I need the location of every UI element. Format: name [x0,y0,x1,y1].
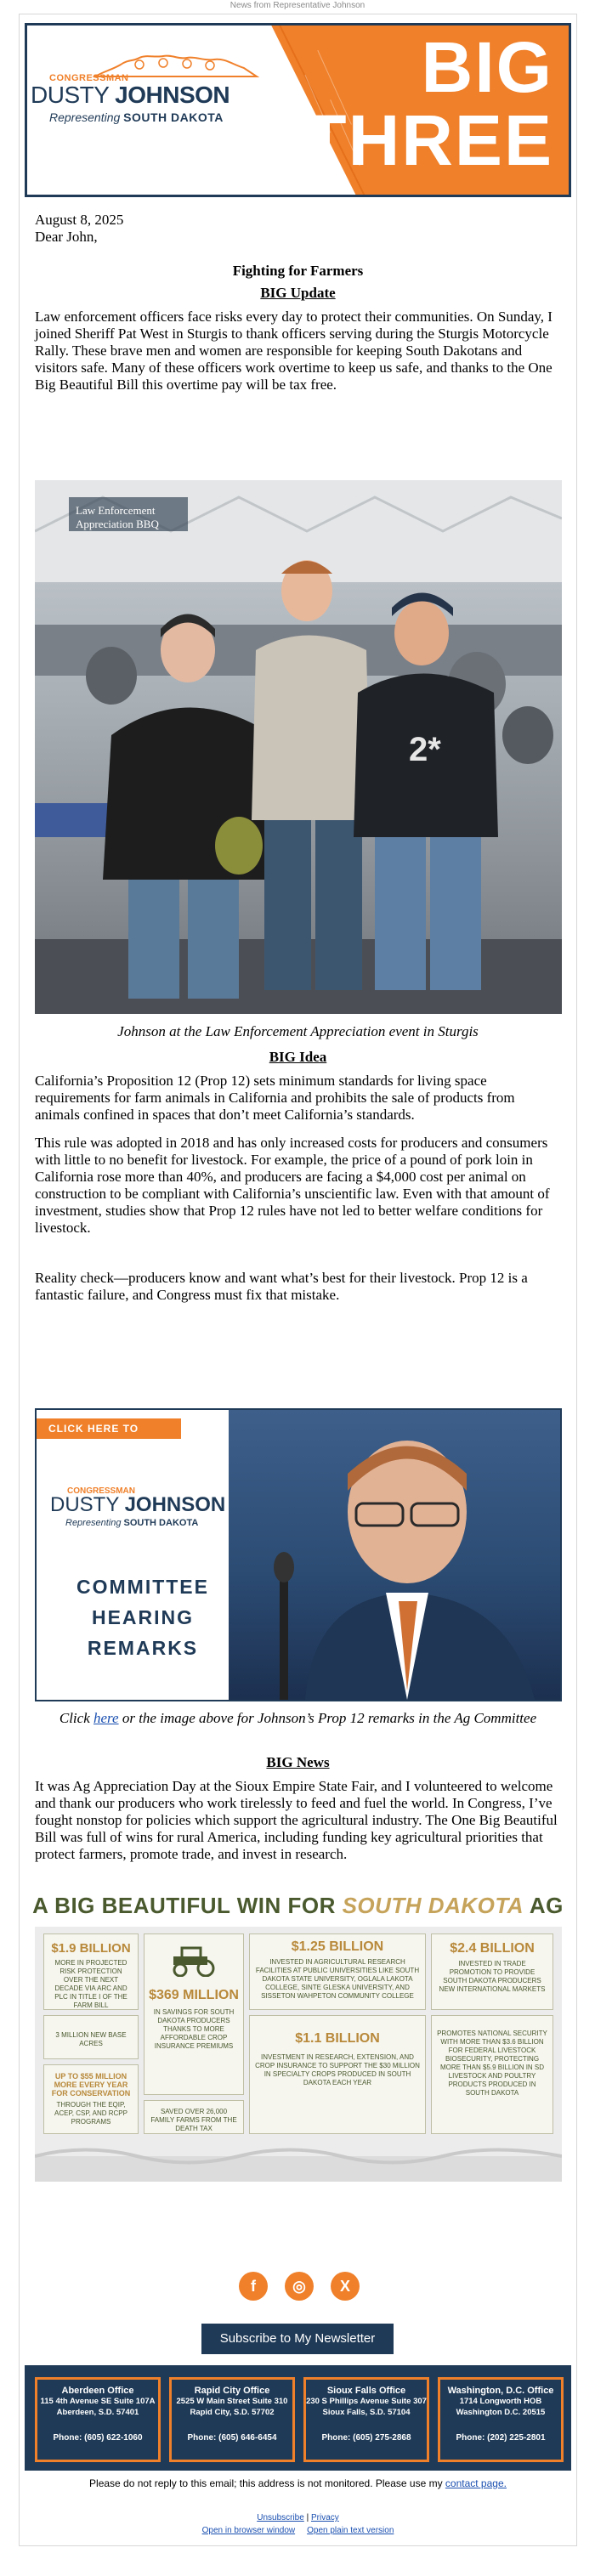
office-phone: Phone: (202) 225-2801 [456,2433,546,2443]
tile-text: 3 MILLION NEW BASE ACRES [55,2031,127,2047]
ag-infographic [35,1927,562,2182]
office-address-2: Aberdeen, S.D. 57401 [56,2408,139,2417]
tile-amount: $1.1 BILLION [295,2031,380,2046]
hearing-line-3: REMARKS [87,1637,199,1659]
tile-specialty-crops [249,2015,426,2134]
tile-base-acres [43,2015,139,2059]
video-brand-representing [65,1518,198,1528]
prop12-video-thumbnail[interactable] [35,1408,562,1701]
office-phone: Phone: (605) 275-2868 [321,2433,411,2443]
tile-text: MORE IN PROJECTED RISK PROTECTION OVER THE NEXT DECADE VIA ARC AND PLC IN TITLE I OF THE FARM BILL [54,1959,128,2009]
tile-livestock-biosecurity [431,2015,553,2134]
committee-hearing-remarks [62,1571,224,1663]
video-rep-state: SOUTH DAKOTA [123,1518,199,1528]
tile-crop-insurance [144,1933,244,2095]
video-brand-last: JOHNSON [124,1493,226,1516]
video-brand-name [50,1493,225,1517]
office-name: Aberdeen Office [61,2386,134,2396]
tile-trade-promotion [431,1933,553,2010]
svg-text:2*: 2* [409,731,441,768]
footer-unsubscribe-row [20,2513,576,2522]
brand-name [31,82,230,109]
big-news-body: It was Ag Appreciation Day at the Sioux Empire State Fair, and I volunteered to welcome and thank our producers who work tirelessly to feed and fuel the world. In Congress, I’ve fought nonstop for policies which support the agricultural industry. The One Big Beautiful Bill was full of wins for rural America, including funding key agricultural priorities that protect farmers, promote trade, and invest in research. [35,1778,558,1862]
big-idea-p2: This rule was adopted in 2018 and has only increased costs for producers and consumers with little to no benefit for livestock. For example, the price of a pound of pork loin in California rose more than 40%, and producers are facing a $4,000 cost per animal on construction to be compliant with California’s unscientific law. Even with that amount of investment, studies show that Prop 12 rules have not led to better welfare conditions for livestock. [35,1135,550,1236]
tile-risk-protection [43,1933,139,2010]
tractor-icon [168,1943,219,1977]
video-caption [20,1710,576,1727]
hearing-line-2: HEARING [91,1606,195,1628]
brand-rep-state: SOUTH DAKOTA [123,110,224,124]
speaker-illustration [229,1410,562,1700]
click-to-watch-button[interactable]: CLICK HERE TO WATCH [37,1418,181,1439]
big-news-heading: BIG News [266,1754,330,1770]
office-address-1: 115 4th Avenue SE Suite 107A [40,2397,156,2406]
office-rapid-city [169,2377,295,2462]
office-name: Washington, D.C. Office [447,2386,554,2396]
office-phone: Phone: (605) 646-6454 [187,2433,277,2443]
no-reply-disclaimer [20,2477,576,2489]
office-aberdeen [35,2377,161,2462]
big-three-title [303,27,553,180]
subscribe-newsletter-button[interactable]: Subscribe to My Newsletter [201,2324,394,2354]
open-plain-text-link[interactable]: Open plain text version [307,2526,394,2535]
tile-text: IN SAVINGS FOR SOUTH DAKOTA PRODUCERS THANKS TO MORE AFFORDABLE CROP INSURANCE PREMIUMS [153,2008,235,2050]
greeting: Dear John, [35,229,98,245]
header-banner [25,23,571,197]
date: August 8, 2025 [35,212,124,228]
tile-text: INVESTED IN TRADE PROMOTION TO PROVIDE SOUTH DAKOTA PRODUCERS NEW INTERNATIONAL MARKETS [439,1960,546,1993]
tile-death-tax [144,2100,244,2134]
ag-infographic-title [20,1893,576,1919]
office-address-2: Washington D.C. 20515 [456,2408,546,2417]
office-washington-dc [438,2377,564,2462]
office-locations [25,2365,571,2471]
photo-caption: Johnson at the Law Enforcement Appreciation event in Sturgis [117,1023,479,1039]
tile-amount: $1.25 BILLION [291,1939,384,1954]
big-idea-heading: BIG Idea [269,1049,327,1065]
privacy-link[interactable]: Privacy [310,2513,339,2522]
speaker-photo [229,1410,562,1700]
ag-title-pre: A BIG BEAUTIFUL WIN FOR [32,1893,343,1918]
big-update-heading: BIG Update [260,285,336,301]
preheader: News from Representative Johnson [230,1,366,10]
three-word: THREE [303,100,553,180]
video-brand-congressman: CONGRESSMAN [67,1486,136,1496]
big-update-body: Law enforcement officers face risks every day to protect their communities. On Sunday, I joined Sheriff Pat West in Sturgis to thank officers serving during the Sturgis Motorcycle Rally. These brave men and women are responsible for keeping South Dakotans and visitors safe. Many of these officers work overtime to keep us safe, and thanks to the One Big Beautiful Bill this overtime pay will be tax free. [35,309,552,393]
brand-representing [49,110,224,124]
ag-title-post: AG [524,1893,564,1918]
facebook-icon[interactable]: f [239,2272,268,2301]
ag-title-accent: SOUTH DAKOTA [342,1893,524,1918]
big-idea-p3: Reality check—producers know and want what’s best for their livestock. Prop 12 is a fantastic failure, and Congress must fix that mistake. [35,1270,528,1303]
video-caption-pre: Click [59,1710,94,1726]
footer-view-row [20,2526,576,2535]
tile-text: THROUGH THE EQIP, ACEP, CSP, AND RCPP PROGRAMS [54,2101,128,2126]
video-caption-post: or the image above for Johnson’s Prop 12 remarks in the Ag Committee [118,1710,537,1726]
disclaimer-text: Please do not reply to this email; this address is not monitored. Please use my [89,2477,445,2489]
office-address-1: 2525 W Main Street Suite 310 [176,2397,288,2406]
sturgis-event-photo [35,480,562,1014]
big-idea-p1: California’s Proposition 12 (Prop 12) sets minimum standards for living space requirements for farm animals in California and prohibits the sale of products from animals confined in spaces that don’t meet California’s standards. [35,1073,515,1123]
contact-page-link[interactable]: contact page. [445,2477,507,2489]
newsletter-title: Fighting for Farmers [232,263,364,279]
unsubscribe-link[interactable]: Unsubscribe [257,2513,304,2522]
tile-text: INVESTED IN AGRICULTURAL RESEARCH FACILITIES AT PUBLIC UNIVERSITIES LIKE SOUTH DAKOTA STATE UNIVERSITY, OGLALA LAKOTA COLLEGE, SINTE GLESKA UNIVERSITY, AND SISSETON WAHPETON COMMUNITY COLLEGE [255,1958,420,2000]
office-address-2: Sioux Falls, S.D. 57104 [322,2408,411,2417]
tile-text: SAVED OVER 26,000 FAMILY FARMS FROM THE DEATH TAX [150,2108,237,2132]
wheat-field-decoration [35,2139,562,2182]
tile-research-facilities [249,1933,426,2010]
big-word: BIG [421,27,553,107]
video-here-link[interactable]: here [94,1710,119,1726]
tile-text: PROMOTES NATIONAL SECURITY WITH MORE THAN $3.6 BILLION FOR FEDERAL LIVESTOCK BIOSECURITY, PROTECTING MORE THAN $5.9 BILLION IN SD LIVESTOCK AND POULTRY PRODUCTS PRODUCED IN SOUTH DAKOTA [437,2030,547,2097]
tile-amount: $369 MILLION [149,1988,239,2002]
tile-text: INVESTMENT IN RESEARCH, EXTENSION, AND CROP INSURANCE TO SUPPORT THE $30 MILLION IN SPECIALTY CROPS PRODUCED IN SOUTH DAKOTA EACH YEAR [255,2053,420,2086]
office-address-1: 1714 Longworth HOB [459,2397,542,2406]
instagram-icon[interactable]: ◎ [285,2272,314,2301]
tile-amount: UP TO $55 MILLION MORE EVERY YEAR FOR CONSERVATION [51,2072,131,2098]
brand-last-name: JOHNSON [115,82,230,108]
office-address-2: Rapid City, S.D. 57702 [190,2408,275,2417]
office-name: Sioux Falls Office [326,2386,406,2396]
office-name: Rapid City Office [194,2386,270,2396]
hearing-line-1: COMMITTEE [76,1576,209,1598]
office-phone: Phone: (605) 622-1060 [53,2433,143,2443]
newsletter-card [19,14,577,2546]
tile-conservation [43,2064,139,2134]
photo-illustration [35,480,562,1014]
tile-amount: $2.4 BILLION [450,1941,535,1956]
footer-separator: | [303,2513,311,2522]
office-address-1: 230 S Phillips Avenue Suite 307 [306,2397,427,2406]
open-browser-link[interactable]: Open in browser window [201,2526,296,2535]
office-sioux-falls [303,2377,429,2462]
x-twitter-icon[interactable]: X [331,2272,360,2301]
photo-banner-text: Law Enforcement Appreciation BBQ [76,504,159,530]
video-rep-prefix: Representing [65,1518,122,1528]
video-brand-first: DUSTY [50,1493,119,1516]
brand-rep-prefix: Representing [49,110,121,124]
tile-amount: $1.9 BILLION [51,1941,131,1956]
brand-first-name: DUSTY [31,82,109,108]
brand-congressman: CONGRESSMAN [49,73,129,83]
